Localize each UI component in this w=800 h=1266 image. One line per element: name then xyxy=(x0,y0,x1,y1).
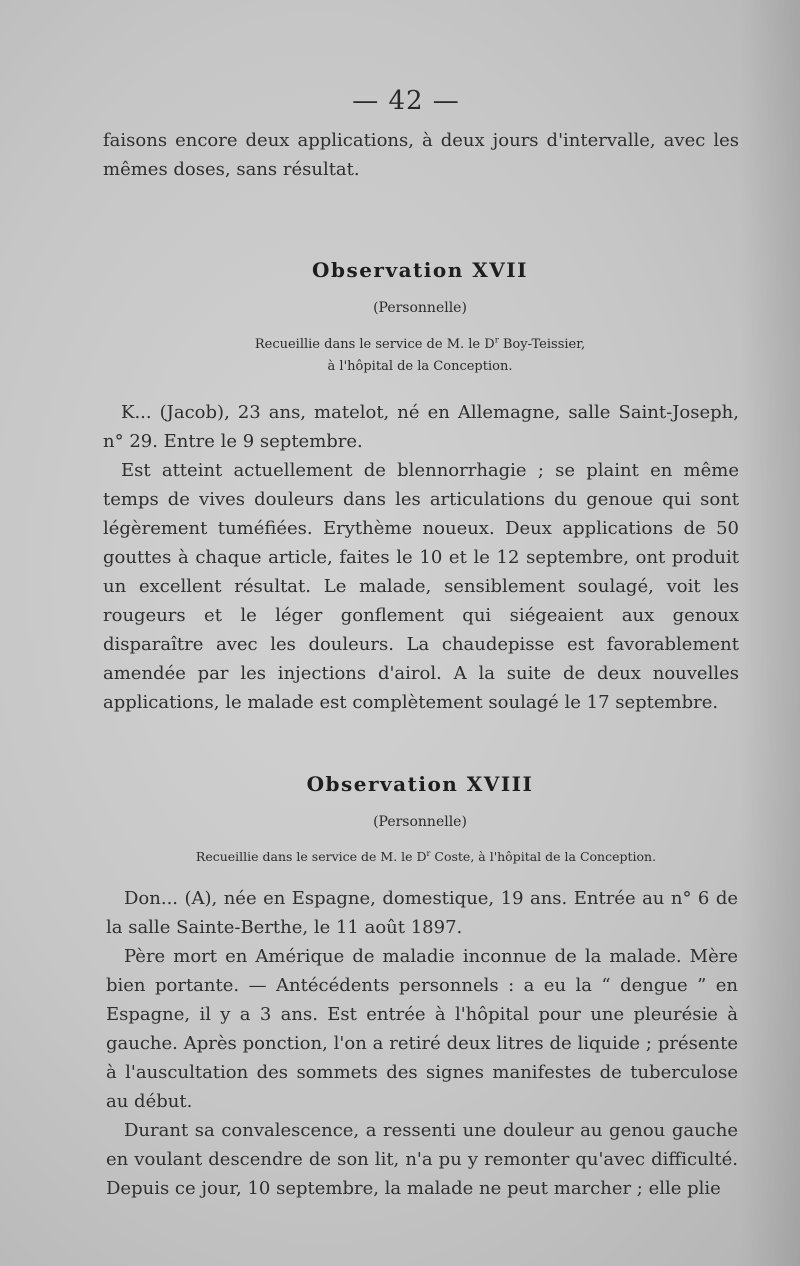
observation-17-caption-line1 xyxy=(0,334,800,356)
observation-17-paragraph-2: Est atteint actuellement de blennorrhagie ; se plaint en même temps de vives douleurs dans les articulations du genoue qui sont légèrement tuméfiées. Erythème noueux. Deux applications de 50 gouttes à chaque article, faites le 10 et le 12 septembre, ont produit un excellent résultat. Le malade, sensiblement soulagé, voit les rougeurs et le léger gonflement qui siégeaient aux genoux disparaître avec les douleurs. La chaudepisse est favorablement amendée par les injections d'airol. A la suite de deux nouvelles applications, le malade est complètement soulagé le 17 septembre. xyxy=(103,460,739,713)
observation-18-body xyxy=(106,884,738,1203)
observation-18-paragraph-1: Don... (A), née en Espagne, domestique, 19 ans. Entrée au n° 6 de la salle Sainte-Berthe, le 11 août 1897. xyxy=(106,888,738,938)
observation-17-caption xyxy=(0,334,800,378)
observation-18-title: Observation XVIII xyxy=(306,772,534,796)
observation-18-paragraph-3: Durant sa convalescence, a ressenti une douleur au genou gauche en voulant descendre de son lit, n'a pu y remonter qu'avec difficulté. Depuis ce jour, 10 septembre, la malade ne peut marcher ; elle plie xyxy=(106,1120,738,1199)
intro-block xyxy=(103,126,739,184)
observation-18-subtitle: (Personnelle) xyxy=(373,814,467,830)
observation-17-caption-line2: à l'hôpital de la Conception. xyxy=(327,359,513,374)
observation-17-title: Observation XVII xyxy=(312,258,528,282)
page-number: — 42 — xyxy=(352,86,460,116)
caption-18-post: Coste, à l'hôpital de la Conception. xyxy=(430,849,657,864)
caption-17-post: Boy-Teissier, xyxy=(498,337,586,352)
caption-18-sup: r xyxy=(426,847,431,858)
caption-17-sup: r xyxy=(494,334,499,345)
intro-paragraph: faisons encore deux applications, à deux jours d'intervalle, avec les mêmes doses, sans résultat. xyxy=(103,130,739,180)
observation-17-subtitle: (Personnelle) xyxy=(373,300,467,316)
observation-18-caption xyxy=(0,846,800,868)
observation-17-paragraph-1: K... (Jacob), 23 ans, matelot, né en Allemagne, salle Saint-Joseph, n° 29. Entre le 9 septembre. xyxy=(103,402,739,452)
caption-18-pre: Recueillie dans le service de M. le D xyxy=(195,849,427,864)
observation-17-body xyxy=(103,398,739,717)
observation-18-paragraph-2: Père mort en Amérique de maladie inconnue de la malade. Mère bien portante. — Antécédents personnels : a eu la “ dengue ” en Espagne, il y a 3 ans. Est entrée à l'hôpital pour une pleurésie à gauche. Après ponction, l'on a retiré deux litres de liquide ; présente à l'auscultation des sommets des signes manifestes de tuberculose au début. xyxy=(106,946,738,1112)
caption-17-pre: Recueillie dans le service de M. le D xyxy=(254,337,495,352)
